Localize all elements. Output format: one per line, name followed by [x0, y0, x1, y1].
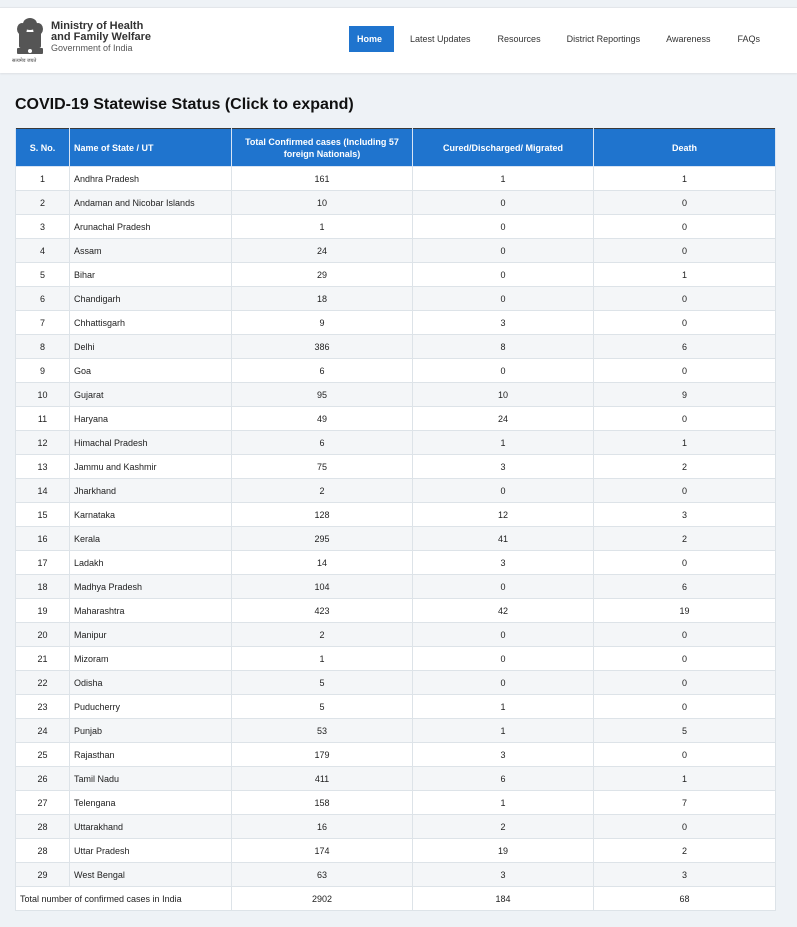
- cell-sno: 26: [16, 767, 70, 791]
- total-confirmed: 2902: [232, 887, 413, 911]
- cell-state: Chhattisgarh: [70, 311, 232, 335]
- cell-death: 0: [594, 623, 776, 647]
- cell-state: Haryana: [70, 407, 232, 431]
- table-row[interactable]: [16, 527, 776, 551]
- cell-state: Punjab: [70, 719, 232, 743]
- cell-cured: 3: [413, 551, 594, 575]
- table-row[interactable]: [16, 791, 776, 815]
- header-cured: Cured/Discharged/ Migrated: [413, 129, 594, 167]
- cell-sno: 14: [16, 479, 70, 503]
- cell-cured: 0: [413, 647, 594, 671]
- cell-confirmed: 174: [232, 839, 413, 863]
- table-row[interactable]: [16, 671, 776, 695]
- cell-sno: 25: [16, 743, 70, 767]
- table-row[interactable]: [16, 695, 776, 719]
- cell-death: 0: [594, 311, 776, 335]
- cell-sno: 15: [16, 503, 70, 527]
- cell-death: 0: [594, 551, 776, 575]
- statewise-status-table: [15, 128, 776, 911]
- cell-cured: 6: [413, 767, 594, 791]
- cell-cured: 42: [413, 599, 594, 623]
- cell-sno: 17: [16, 551, 70, 575]
- nav-latest-updates[interactable]: Latest Updates: [410, 34, 471, 44]
- cell-state: West Bengal: [70, 863, 232, 887]
- cell-death: 6: [594, 575, 776, 599]
- table-row[interactable]: [16, 743, 776, 767]
- cell-confirmed: 2: [232, 479, 413, 503]
- cell-death: 6: [594, 335, 776, 359]
- cell-state: Maharashtra: [70, 599, 232, 623]
- cell-confirmed: 9: [232, 311, 413, 335]
- table-row[interactable]: [16, 311, 776, 335]
- table-row[interactable]: [16, 839, 776, 863]
- total-cured: 184: [413, 887, 594, 911]
- cell-confirmed: 128: [232, 503, 413, 527]
- ministry-name[interactable]: [51, 21, 151, 54]
- government-of-india-text: Government of India: [51, 43, 133, 53]
- cell-cured: 3: [413, 311, 594, 335]
- cell-sno: 12: [16, 431, 70, 455]
- total-death: 68: [594, 887, 776, 911]
- cell-death: 1: [594, 767, 776, 791]
- cell-confirmed: 6: [232, 359, 413, 383]
- cell-death: 0: [594, 191, 776, 215]
- header-confirmed: Total Confirmed cases (Including 57 foreign Nationals): [232, 129, 413, 167]
- cell-death: 3: [594, 863, 776, 887]
- nav-resources[interactable]: Resources: [497, 34, 541, 44]
- table-body: [16, 167, 776, 887]
- cell-state: Manipur: [70, 623, 232, 647]
- cell-confirmed: 75: [232, 455, 413, 479]
- cell-cured: 3: [413, 863, 594, 887]
- table-footer: [16, 887, 776, 911]
- cell-state: Telengana: [70, 791, 232, 815]
- table-row[interactable]: [16, 191, 776, 215]
- cell-confirmed: 5: [232, 671, 413, 695]
- cell-state: Assam: [70, 239, 232, 263]
- cell-confirmed: 14: [232, 551, 413, 575]
- table-row[interactable]: [16, 815, 776, 839]
- cell-sno: 6: [16, 287, 70, 311]
- cell-confirmed: 5: [232, 695, 413, 719]
- cell-state: Mizoram: [70, 647, 232, 671]
- table-row[interactable]: [16, 719, 776, 743]
- cell-death: 0: [594, 407, 776, 431]
- cell-confirmed: 24: [232, 239, 413, 263]
- cell-sno: 9: [16, 359, 70, 383]
- nav-faqs[interactable]: FAQs: [737, 34, 760, 44]
- cell-sno: 2: [16, 191, 70, 215]
- cell-death: 0: [594, 215, 776, 239]
- cell-death: 7: [594, 791, 776, 815]
- cell-sno: 18: [16, 575, 70, 599]
- header-death: Death: [594, 129, 776, 167]
- cell-confirmed: 386: [232, 335, 413, 359]
- table-row[interactable]: [16, 407, 776, 431]
- cell-cured: 1: [413, 695, 594, 719]
- cell-state: Karnataka: [70, 503, 232, 527]
- cell-cured: 1: [413, 791, 594, 815]
- cell-death: 9: [594, 383, 776, 407]
- cell-death: 0: [594, 479, 776, 503]
- cell-confirmed: 1: [232, 647, 413, 671]
- cell-death: 19: [594, 599, 776, 623]
- cell-death: 2: [594, 527, 776, 551]
- header-sno: S. No.: [16, 129, 70, 167]
- cell-state: Bihar: [70, 263, 232, 287]
- cell-cured: 10: [413, 383, 594, 407]
- cell-confirmed: 158: [232, 791, 413, 815]
- table-row[interactable]: [16, 215, 776, 239]
- cell-sno: 4: [16, 239, 70, 263]
- cell-sno: 1: [16, 167, 70, 191]
- cell-death: 3: [594, 503, 776, 527]
- nav-awareness[interactable]: Awareness: [666, 34, 711, 44]
- cell-state: Arunachal Pradesh: [70, 215, 232, 239]
- cell-sno: 23: [16, 695, 70, 719]
- table-row[interactable]: [16, 239, 776, 263]
- cell-death: 0: [594, 743, 776, 767]
- table-row[interactable]: [16, 335, 776, 359]
- cell-state: Odisha: [70, 671, 232, 695]
- total-label: Total number of confirmed cases in India: [16, 887, 232, 911]
- table-row[interactable]: [16, 167, 776, 191]
- cell-state: Ladakh: [70, 551, 232, 575]
- cell-state: Uttar Pradesh: [70, 839, 232, 863]
- cell-death: 0: [594, 815, 776, 839]
- cell-confirmed: 18: [232, 287, 413, 311]
- cell-sno: 13: [16, 455, 70, 479]
- cell-state: Uttarakhand: [70, 815, 232, 839]
- cell-death: 2: [594, 839, 776, 863]
- cell-sno: 29: [16, 863, 70, 887]
- cell-sno: 22: [16, 671, 70, 695]
- cell-sno: 5: [16, 263, 70, 287]
- cell-state: Gujarat: [70, 383, 232, 407]
- cell-confirmed: 49: [232, 407, 413, 431]
- cell-confirmed: 10: [232, 191, 413, 215]
- nav-home[interactable]: Home: [349, 26, 394, 52]
- cell-confirmed: 179: [232, 743, 413, 767]
- cell-death: 0: [594, 287, 776, 311]
- emblem-caption: सत्यमेव जयते: [12, 58, 37, 64]
- table-row[interactable]: [16, 479, 776, 503]
- cell-cured: 8: [413, 335, 594, 359]
- cell-cured: 0: [413, 359, 594, 383]
- cell-cured: 0: [413, 263, 594, 287]
- cell-sno: 28: [16, 839, 70, 863]
- cell-death: 0: [594, 239, 776, 263]
- cell-cured: 0: [413, 623, 594, 647]
- cell-confirmed: 2: [232, 623, 413, 647]
- table-row[interactable]: [16, 767, 776, 791]
- cell-state: Andhra Pradesh: [70, 167, 232, 191]
- cell-cured: 0: [413, 575, 594, 599]
- cell-death: 1: [594, 167, 776, 191]
- table-row[interactable]: [16, 263, 776, 287]
- cell-cured: 0: [413, 191, 594, 215]
- cell-confirmed: 6: [232, 431, 413, 455]
- cell-cured: 0: [413, 287, 594, 311]
- cell-cured: 1: [413, 719, 594, 743]
- cell-cured: 19: [413, 839, 594, 863]
- cell-sno: 7: [16, 311, 70, 335]
- cell-confirmed: 104: [232, 575, 413, 599]
- cell-cured: 24: [413, 407, 594, 431]
- cell-confirmed: 411: [232, 767, 413, 791]
- table-row[interactable]: [16, 575, 776, 599]
- table-row[interactable]: [16, 287, 776, 311]
- cell-confirmed: 161: [232, 167, 413, 191]
- cell-state: Chandigarh: [70, 287, 232, 311]
- cell-confirmed: 1: [232, 215, 413, 239]
- cell-death: 1: [594, 263, 776, 287]
- ministry-name-line1: Ministry of Health: [51, 20, 144, 32]
- cell-cured: 0: [413, 671, 594, 695]
- cell-sno: 16: [16, 527, 70, 551]
- total-row: [16, 887, 776, 911]
- cell-confirmed: 29: [232, 263, 413, 287]
- cell-cured: 0: [413, 215, 594, 239]
- cell-state: Delhi: [70, 335, 232, 359]
- nav-district-reportings[interactable]: District Reportings: [566, 34, 641, 44]
- cell-death: 0: [594, 647, 776, 671]
- cell-state: Goa: [70, 359, 232, 383]
- cell-cured: 12: [413, 503, 594, 527]
- cell-cured: 1: [413, 431, 594, 455]
- table-row[interactable]: [16, 647, 776, 671]
- cell-death: 5: [594, 719, 776, 743]
- table-header: [16, 129, 776, 167]
- cell-cured: 0: [413, 479, 594, 503]
- cell-confirmed: 423: [232, 599, 413, 623]
- ministry-name-line2: and Family Welfare: [51, 31, 152, 43]
- cell-state: Rajasthan: [70, 743, 232, 767]
- cell-state: Himachal Pradesh: [70, 431, 232, 455]
- page-title[interactable]: COVID-19 Statewise Status (Click to expand): [15, 96, 354, 113]
- table-row[interactable]: [16, 431, 776, 455]
- cell-sno: 10: [16, 383, 70, 407]
- header-state: Name of State / UT: [70, 129, 232, 167]
- cell-cured: 1: [413, 167, 594, 191]
- cell-cured: 3: [413, 743, 594, 767]
- cell-state: Puducherry: [70, 695, 232, 719]
- cell-confirmed: 53: [232, 719, 413, 743]
- table-row[interactable]: [16, 503, 776, 527]
- cell-sno: 21: [16, 647, 70, 671]
- cell-sno: 27: [16, 791, 70, 815]
- cell-sno: 24: [16, 719, 70, 743]
- cell-sno: 3: [16, 215, 70, 239]
- table-row[interactable]: [16, 455, 776, 479]
- cell-cured: 0: [413, 239, 594, 263]
- cell-confirmed: 16: [232, 815, 413, 839]
- statewise-status-table-container: [15, 128, 775, 911]
- cell-state: Andaman and Nicobar Islands: [70, 191, 232, 215]
- cell-state: Kerala: [70, 527, 232, 551]
- cell-sno: 11: [16, 407, 70, 431]
- cell-cured: 41: [413, 527, 594, 551]
- cell-state: Jammu and Kashmir: [70, 455, 232, 479]
- cell-confirmed: 95: [232, 383, 413, 407]
- cell-state: Jharkhand: [70, 479, 232, 503]
- table-row[interactable]: [16, 359, 776, 383]
- cell-death: 0: [594, 671, 776, 695]
- cell-sno: 19: [16, 599, 70, 623]
- cell-death: 0: [594, 695, 776, 719]
- table-row[interactable]: [16, 863, 776, 887]
- table-row[interactable]: [16, 623, 776, 647]
- cell-confirmed: 63: [232, 863, 413, 887]
- table-row[interactable]: [16, 551, 776, 575]
- table-row[interactable]: [16, 599, 776, 623]
- cell-death: 0: [594, 359, 776, 383]
- cell-cured: 2: [413, 815, 594, 839]
- table-row[interactable]: [16, 383, 776, 407]
- cell-cured: 3: [413, 455, 594, 479]
- cell-state: Madhya Pradesh: [70, 575, 232, 599]
- cell-confirmed: 295: [232, 527, 413, 551]
- cell-death: 1: [594, 431, 776, 455]
- cell-sno: 20: [16, 623, 70, 647]
- cell-sno: 8: [16, 335, 70, 359]
- cell-death: 2: [594, 455, 776, 479]
- cell-sno: 28: [16, 815, 70, 839]
- main-navigation: [349, 26, 760, 52]
- cell-state: Tamil Nadu: [70, 767, 232, 791]
- site-header: [0, 7, 797, 73]
